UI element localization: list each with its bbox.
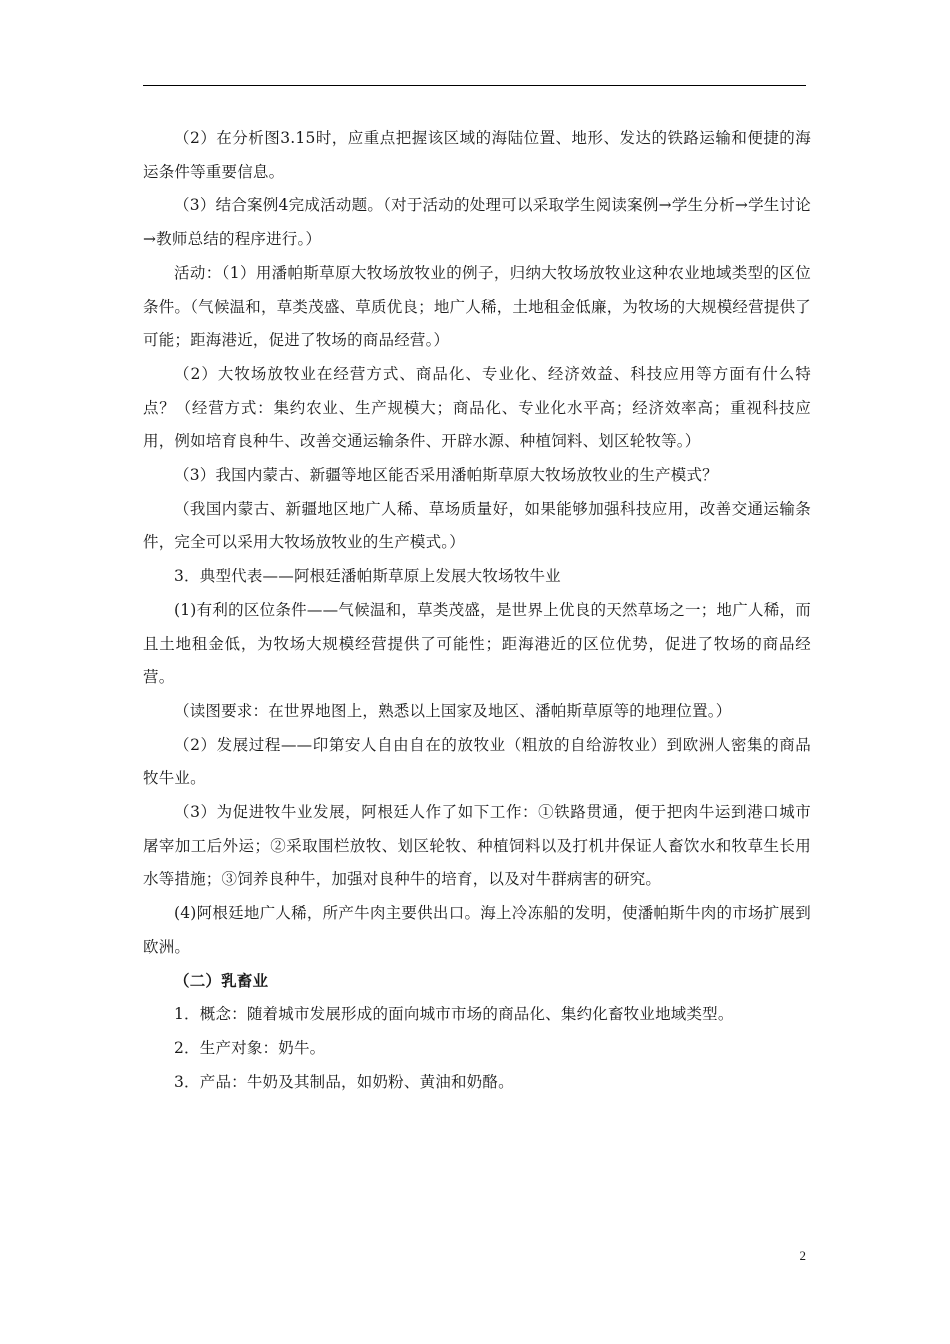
paragraph-analysis-figure: （2）在分析图3.15时，应重点把握该区域的海陆位置、地形、发达的铁路运输和便捷的海运条件等重要信息。 — [143, 129, 811, 181]
section-heading-dairy: （二）乳畜业 — [174, 971, 269, 990]
header-rule — [143, 85, 806, 86]
paragraph-typical-representative: 3．典型代表——阿根廷潘帕斯草原上发展大牧场牧牛业 — [174, 567, 561, 586]
paragraph-activity-3-answer: （我国内蒙古、新疆地区地广人稀、草场质量好，如果能够加强科技应用，改善交通运输条件，完全可以采用大牧场放牧业的生产模式。） — [143, 499, 811, 552]
paragraph-export-market: (4)阿根廷地广人稀，所产牛肉主要供出口。海上冷冻船的发明，使潘帕斯牛肉的市场扩展到欧洲。 — [143, 904, 811, 956]
paragraph-development-process: （2）发展过程——印第安人自由自在的放牧业（粗放的自给游牧业）到欧洲人密集的商品牧牛业。 — [143, 735, 811, 788]
paragraph-activity-2: （2）大牧场放牧业在经营方式、商品化、专业化、经济效益、科技应用等方面有什么特点？（经营方式：集约农业、生产规模大；商品化、专业化水平高；经济效率高；重视科技应用，例如培育良种牛、改善交通运输条件、开辟水源、种植饲料、划区轮牧等。） — [143, 364, 811, 451]
page-number: 2 — [799, 1248, 806, 1263]
paragraph-dairy-object: 2．生产对象：奶牛。 — [174, 1038, 326, 1057]
paragraph-case-activity: （3）结合案例4完成活动题。（对于活动的处理可以采取学生阅读案例→学生分析→学生讨论→教师总结的程序进行。） — [143, 196, 811, 249]
paragraph-dairy-concept: 1．概念：随着城市发展形成的面向城市市场的商品化、集约化畜牧业地域类型。 — [174, 1005, 734, 1024]
paragraph-map-requirement: （读图要求：在世界地图上，熟悉以上国家及地区、潘帕斯草原等的地理位置。） — [174, 701, 732, 720]
paragraph-argentina-measures: （3）为促进牧牛业发展，阿根廷人作了如下工作：①铁路贯通，便于把肉牛运到港口城市屠宰加工后外运；②采取围栏放牧、划区轮牧、种植饲料以及打机井保证人畜饮水和牧草生长用水等措施；③饲养良种牛，加强对良种牛的培育，以及对牛群病害的研究。 — [143, 803, 811, 889]
paragraph-dairy-products: 3．产品：牛奶及其制品，如奶粉、黄油和奶酪。 — [174, 1072, 514, 1091]
document-body — [143, 122, 811, 1099]
paragraph-location-conditions: (1)有利的区位条件——气候温和，草类茂盛，是世界上优良的天然草场之一；地广人稀，而且土地租金低，为牧场大规模经营提供了可能性；距海港近的区位优势，促进了牧场的商品经营。 — [143, 600, 811, 687]
paragraph-activity-3-question: （3）我国内蒙古、新疆等地区能否采用潘帕斯草原大牧场放牧业的生产模式？ — [174, 466, 718, 485]
paragraph-activity-1: 活动：（1）用潘帕斯草原大牧场放牧业的例子，归纳大牧场放牧业这种农业地域类型的区位条件。（气候温和，草类茂盛、草质优良；地广人稀，土地租金低廉，为牧场的大规模经营提供了可能；距海港近，促进了牧场的商品经营。） — [143, 263, 811, 350]
